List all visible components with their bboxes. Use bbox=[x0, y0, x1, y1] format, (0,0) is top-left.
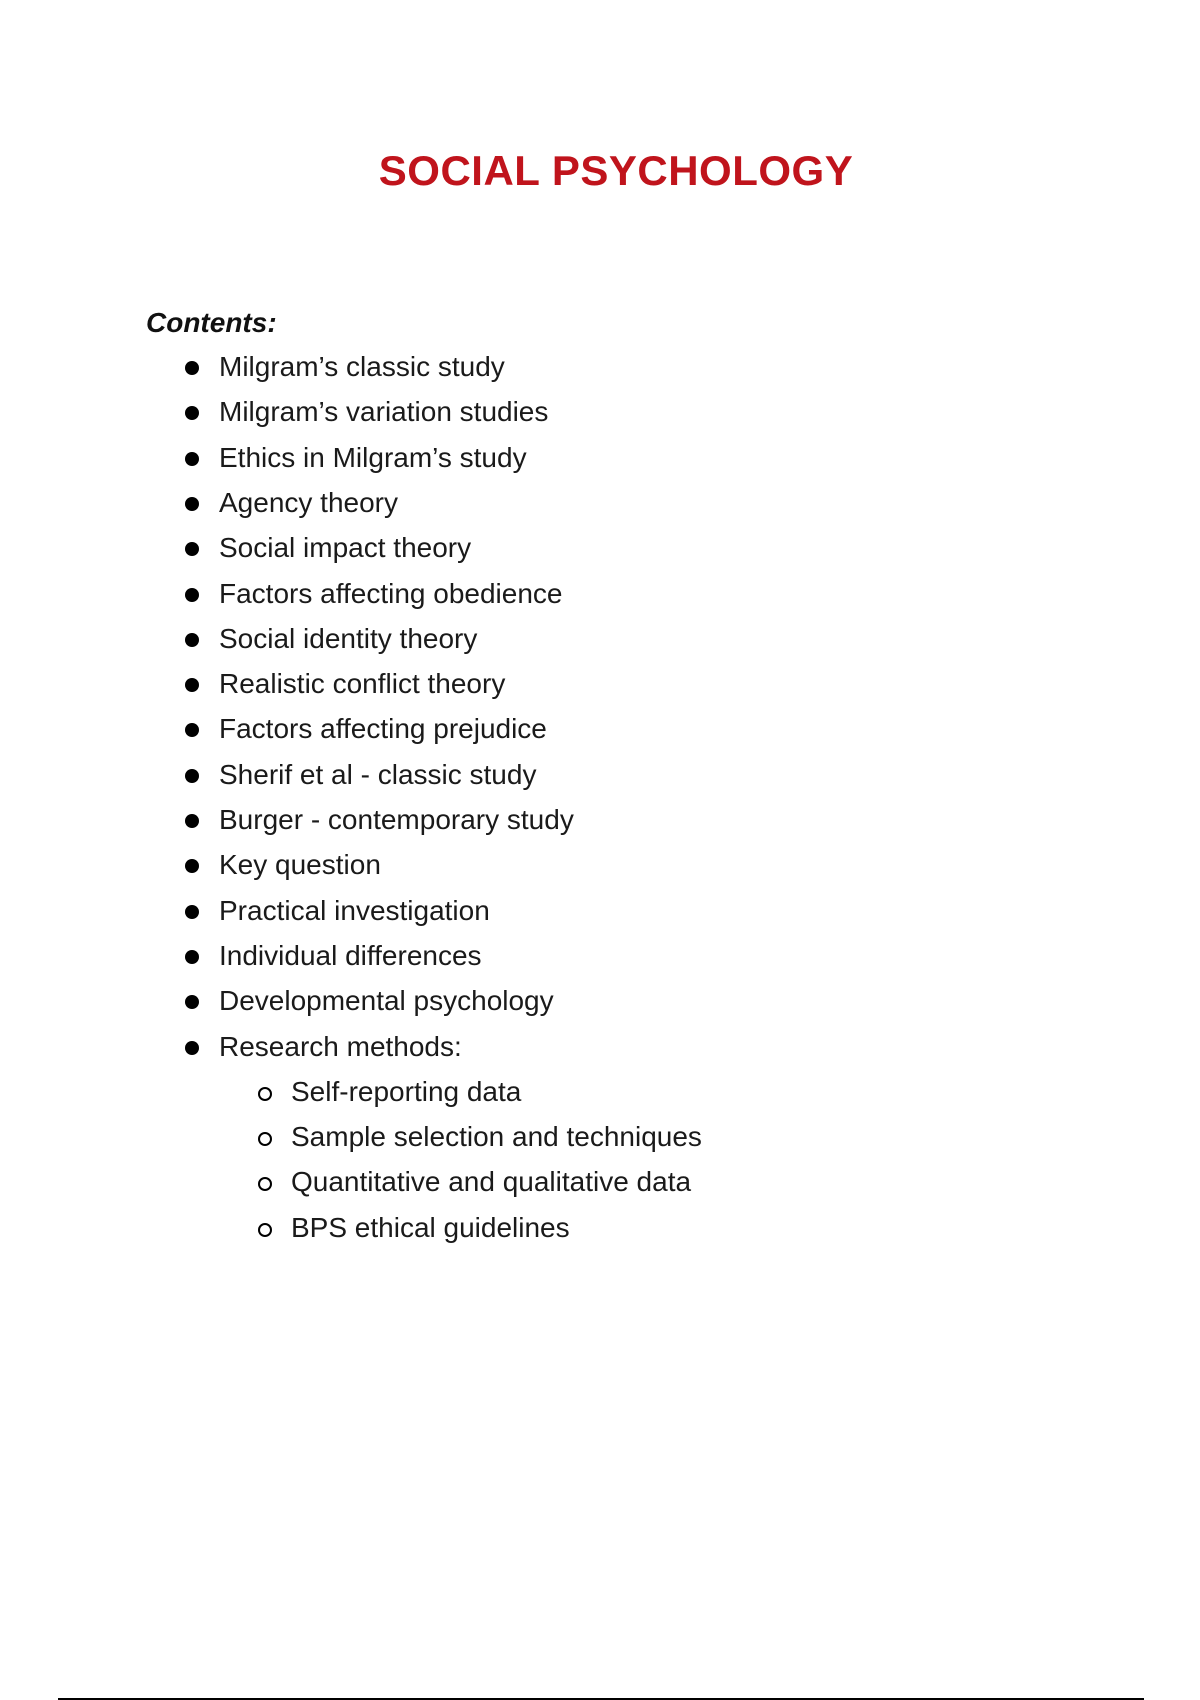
contents-item-label: Key question bbox=[219, 849, 381, 880]
filled-bullet-icon bbox=[185, 497, 199, 511]
contents-item-label: Realistic conflict theory bbox=[219, 668, 506, 699]
contents-item-label: Developmental psychology bbox=[219, 985, 554, 1016]
contents-item-label: Factors affecting prejudice bbox=[219, 713, 547, 744]
filled-bullet-icon bbox=[185, 814, 199, 828]
filled-bullet-icon bbox=[185, 905, 199, 919]
filled-bullet-icon bbox=[185, 406, 199, 420]
contents-item-label: Agency theory bbox=[219, 487, 398, 518]
contents-item-label: Factors affecting obedience bbox=[219, 578, 563, 609]
contents-heading: Contents: bbox=[146, 307, 277, 338]
contents-subitem-label: Self-reporting data bbox=[291, 1076, 522, 1107]
contents-item-label: Practical investigation bbox=[219, 895, 490, 926]
filled-bullet-icon bbox=[185, 1041, 199, 1055]
hollow-bullet-icon bbox=[258, 1087, 272, 1101]
filled-bullet-icon bbox=[185, 588, 199, 602]
contents-item-label: Milgram’s classic study bbox=[219, 351, 505, 382]
contents-item-label: Milgram’s variation studies bbox=[219, 396, 549, 427]
hollow-bullet-icon bbox=[258, 1177, 272, 1191]
filled-bullet-icon bbox=[185, 633, 199, 647]
filled-bullet-icon bbox=[185, 723, 199, 737]
contents-subitem-label: Sample selection and techniques bbox=[291, 1121, 702, 1152]
contents-item-label: Research methods: bbox=[219, 1031, 462, 1062]
document-title: SOCIAL PSYCHOLOGY bbox=[378, 147, 854, 194]
hollow-bullet-icon bbox=[258, 1223, 272, 1237]
filled-bullet-icon bbox=[185, 678, 199, 692]
contents-item-label: Social impact theory bbox=[219, 532, 472, 563]
contents-item-label: Sherif et al - classic study bbox=[219, 759, 537, 790]
filled-bullet-icon bbox=[185, 542, 199, 556]
contents-item-label: Social identity theory bbox=[219, 623, 478, 654]
contents-item-label: Individual differences bbox=[219, 940, 482, 971]
contents-subitem-label: BPS ethical guidelines bbox=[291, 1212, 570, 1243]
filled-bullet-icon bbox=[185, 950, 199, 964]
filled-bullet-icon bbox=[185, 361, 199, 375]
filled-bullet-icon bbox=[185, 769, 199, 783]
filled-bullet-icon bbox=[185, 452, 199, 466]
contents-subitem-label: Quantitative and qualitative data bbox=[291, 1166, 692, 1197]
hollow-bullet-icon bbox=[258, 1132, 272, 1146]
contents-item-label: Burger - contemporary study bbox=[219, 804, 574, 835]
filled-bullet-icon bbox=[185, 859, 199, 873]
contents-item-label: Ethics in Milgram’s study bbox=[219, 442, 527, 473]
filled-bullet-icon bbox=[185, 995, 199, 1009]
